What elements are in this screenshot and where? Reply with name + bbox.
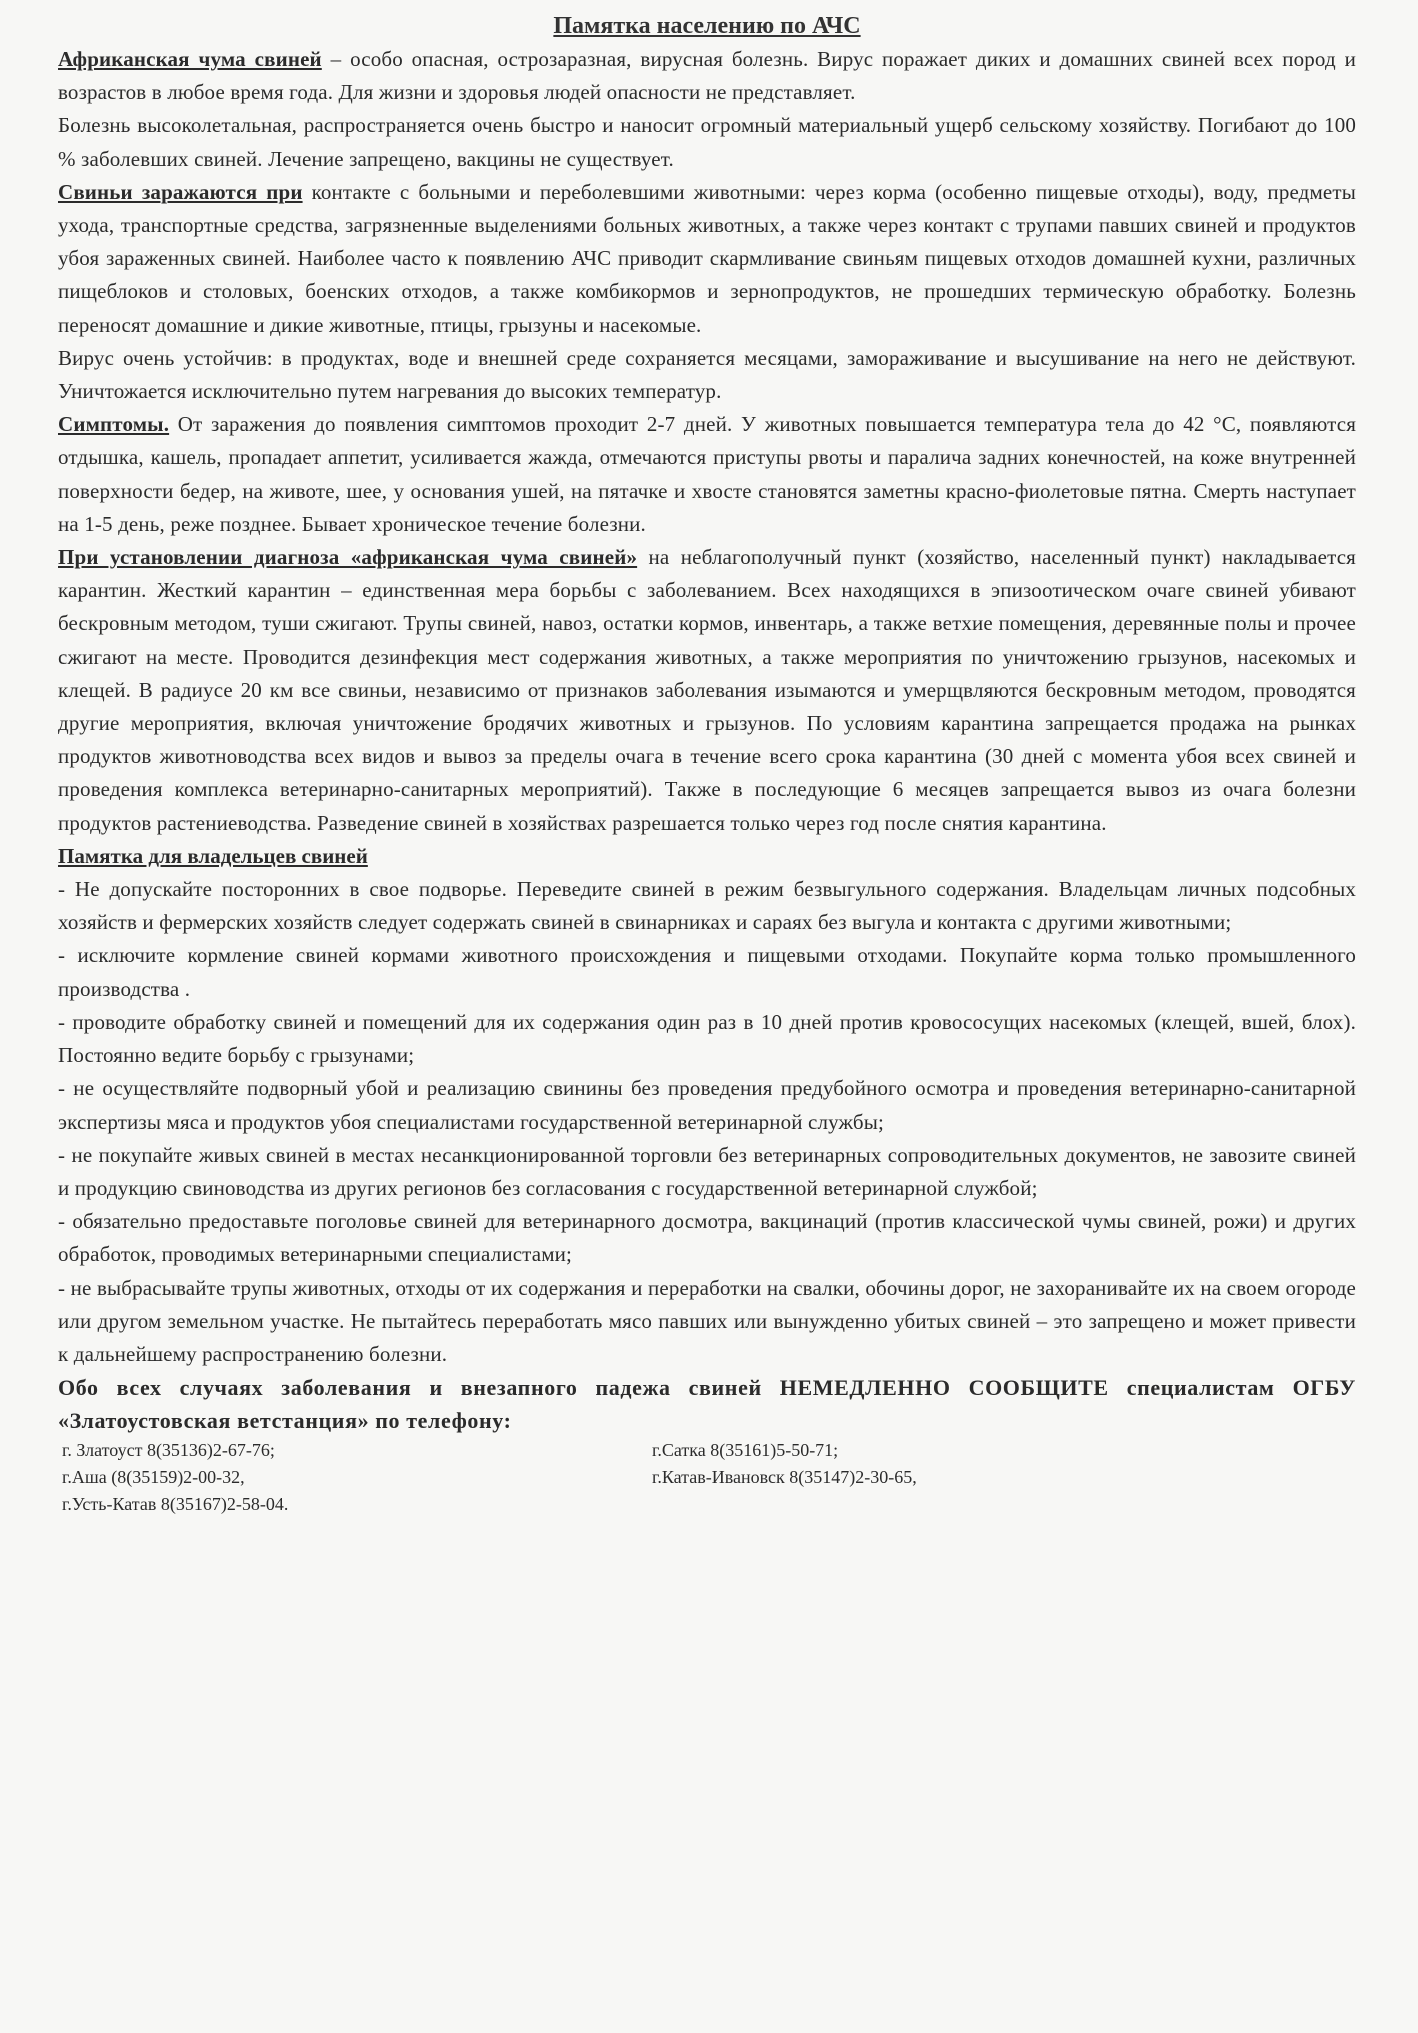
owners-item: - Не допускайте посторонних в свое подворье. Переведите свиней в режим безвыгульного содержания. Владельцам личных подсобных хозяйств и фермерских хозяйств следует содержать свиней в свинарниках и сараях без выгула и контакта с другими животными; bbox=[58, 877, 1356, 935]
final-note: Обо всех случаях заболевания и внезапного падежа свиней НЕМЕДЛЕННО СООБЩИТЕ специалистам ОГБУ «Златоустовская ветстанция» по телефону: bbox=[58, 1375, 1356, 1434]
contact-ust-katav: г.Усть-Катав 8(35167)2-58-04. bbox=[62, 1494, 289, 1515]
paragraph-text: Вирус очень устойчив: в продуктах, воде и внешней среде сохраняется месяцами, замораживание и высушивание на него не действуют. Уничтожается исключительно путем нагревания до высоких температур. bbox=[58, 345, 1356, 404]
contact-asha: г.Аша (8(35159)2-00-32, bbox=[62, 1467, 245, 1488]
paragraph-lead: Африканская чума свиней bbox=[58, 47, 322, 71]
paragraph-asf-definition bbox=[58, 43, 1356, 109]
owners-item: - исключите кормление свиней кормами животного происхождения и пищевыми отходами. Покупайте корма только промышленного производства . bbox=[58, 943, 1356, 1001]
paragraph-virus-resistance bbox=[58, 342, 1356, 408]
contact-zlatoust: г. Златоуст 8(35136)2-67-76; bbox=[62, 1440, 275, 1461]
paragraph-symptoms bbox=[58, 408, 1356, 541]
contact-satka: г.Сатка 8(35161)5-50-71; bbox=[652, 1440, 839, 1461]
owners-item: - проводите обработку свиней и помещений для их содержания один раз в 10 дней против кровососущих насекомых (клещей, вшей, блох). Постоянно ведите борьбу с грызунами; bbox=[58, 1009, 1356, 1068]
paragraph-text: на неблагополучный пункт (хозяйство, населенный пункт) накладывается карантин. Жесткий карантин – единственная мера борьбы с заболеванием. Всех находящихся в эпизоотическом очаге свиней убивают бескровным методом, туши сжигают. Трупы свиней, навоз, остатки кормов, инвентарь, а также ветхие помещения, деревянные полы и прочее сжигают на месте. Проводится дезинфекция мест содержания животных, а также мероприятия по уничтожению грызунов, насекомых и клещей. В радиусе 20 км все свиньи, независимо от признаков заболевания изымаются и умерщвляются бескровным методом, проводятся другие мероприятия, включая уничтожение бродячих животных и грызунов. По условиям карантина запрещается продажа на рынках продуктов животноводства всех видов и вывоз за пределы очага в течение всего срока карантина (30 дней с момента убоя всех свиней и проведения комплекса ветеринарно-санитарных мероприятий). Также в последующие 6 месяцев запрещается вывоз из очага болезни продуктов растениеводства. Разведение свиней в хозяйствах разрешается только через год после снятия карантина. bbox=[58, 545, 1356, 835]
paragraph-lead: При установлении диагноза «африканская чума свиней» bbox=[58, 545, 638, 570]
paragraph-infection bbox=[58, 176, 1356, 342]
paragraph-quarantine bbox=[58, 541, 1356, 840]
paragraph-text: Болезнь высоколетальная, распространяется очень быстро и наносит огромный материальный ущерб сельскому хозяйству. Погибают до 100 % заболевших свиней. Лечение запрещено, вакцины не существует. bbox=[58, 113, 1356, 171]
document-title: Памятка населению по АЧС bbox=[553, 13, 861, 39]
paragraph-lead: Свиньи заражаются при bbox=[58, 179, 303, 204]
paragraph-text: – особо опасная, острозаразная, вирусная болезнь. Вирус поражает диких и домашних свиней всех пород и возрастов в любое время года. Для жизни и здоровья людей опасности не представляет. bbox=[58, 47, 1356, 105]
paragraph-lead: Симптомы. bbox=[58, 412, 170, 437]
paragraph-text: контакте с больными и переболевшими животными: через корма (особенно пищевые отходы), воду, предметы ухода, транспортные средства, загрязненные выделениями больных животных, а также через контакт с трупами павших свиней и продуктов убоя зараженных свиней. Наиболее часто к появлению АЧС приводит скармливание свиньям пищевых отходов домашней кухни, различных пищеблоков и столовых, боенских отходов, а также комбикормов и зернопродуктов, не прошедших термическую обработку. Болезнь переносят домашние и дикие животные, птицы, грызуны и насекомые. bbox=[58, 179, 1356, 337]
paragraph-lethality bbox=[58, 109, 1356, 175]
owners-item: - не осуществляйте подворный убой и реализацию свинины без проведения предубойного осмотра и проведения ветеринарно-санитарной экспертизы мяса и продуктов убоя специалистами государственной ветеринарной службы; bbox=[58, 1076, 1356, 1134]
paragraph-text: От заражения до появления симптомов проходит 2-7 дней. У животных повышается температура тела до 42 °С, появляются отдышка, кашель, пропадает аппетит, усиливается жажда, отмечаются приступы рвоты и паралича задних конечностей, на коже внутренней поверхности бедер, на животе, шее, у основания ушей, на пятачке и хвосте становятся заметны красно-фиолетовые пятна. Смерть наступает на 1-5 день, реже позднее. Бывает хроническое течение болезни. bbox=[58, 412, 1356, 536]
contacts-list bbox=[58, 1437, 1356, 1518]
owners-heading: Памятка для владельцев свиней bbox=[58, 843, 368, 868]
owners-item: - не покупайте живых свиней в местах несанкционированной торговли без ветеринарных сопроводительных документов, не завозите свиней и продукцию свиноводства из других регионов без согласования с государственной ветеринарной службой; bbox=[58, 1142, 1356, 1200]
contact-katav-ivanovsk: г.Катав-Ивановск 8(35147)2-30-65, bbox=[652, 1467, 917, 1488]
owners-item: - не выбрасывайте трупы животных, отходы от их содержания и переработки на свалки, обочины дорог, не захоранивайте их на своем огороде или другом земельном участке. Не пытайтесь переработать мясо павших или вынужденно убитых свиней – это запрещено и может привести к дальнейшему распространению болезни. bbox=[58, 1275, 1356, 1366]
owners-item: - обязательно предоставьте поголовье свиней для ветеринарного досмотра, вакцинаций (против классической чумы свиней, рожи) и других обработок, проводимых ветеринарными специалистами; bbox=[58, 1209, 1356, 1267]
